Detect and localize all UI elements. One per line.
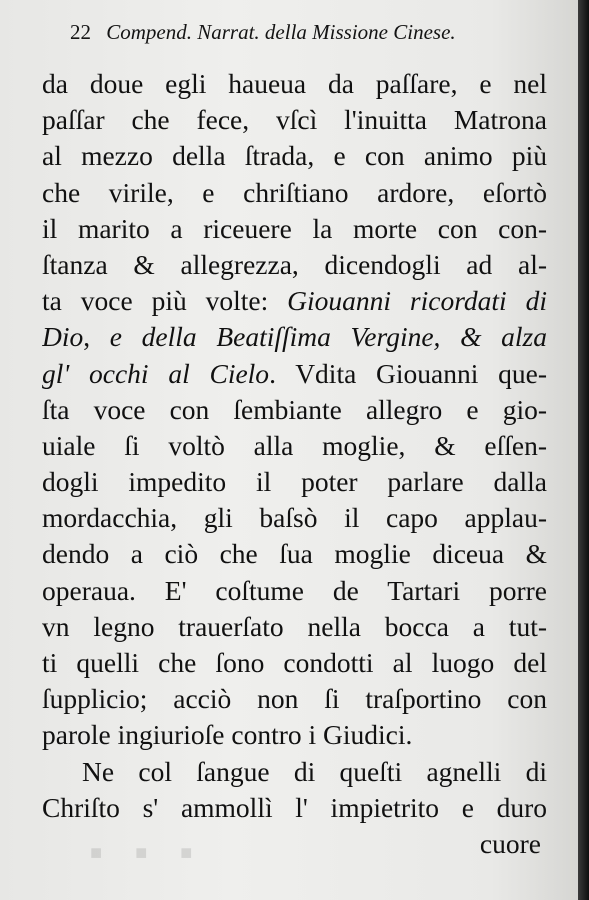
text-line: Chriſto s' ammollì l' impietrito e duro <box>42 791 547 823</box>
text-line: paſſar che fece, vſcì l'inuitta Matrona <box>42 104 547 136</box>
quoted-speech: Dio <box>42 321 84 353</box>
text-line: ti quelli che ſono condotti al luogo del <box>42 647 547 678</box>
text-line: da doue egli haueua da paſſare, e nel <box>42 68 547 99</box>
text-line <box>42 356 547 392</box>
text-line: il marito a riceuere la morte con con- <box>42 212 547 244</box>
text-line: mordacchia, gli baſsò il capo applau- <box>42 502 547 534</box>
text-roman: . Vdita Giouanni que- <box>269 357 547 389</box>
text-line: che virile, e chriſtiano ardore, eſortò <box>42 176 547 208</box>
text-line: al mezzo della ſtrada, e con animo più <box>42 140 547 172</box>
paragraph-first-line: Ne col ſangue di queſti agnelli di <box>82 755 547 787</box>
quoted-speech: gl' occhi al Cielo <box>42 357 270 389</box>
page-number: 22 <box>70 20 91 44</box>
text-line: parole ingiurioſe contro i Giudici. <box>42 719 413 751</box>
text-line: ſta voce con ſembiante allegro e gio- <box>42 393 547 425</box>
catchword: cuore <box>479 827 541 859</box>
text-roman: , <box>83 321 110 353</box>
quoted-speech: e della Beatiſſima Vergine, & alza <box>109 321 547 353</box>
text-line <box>42 283 547 319</box>
text-line: dogli impedito il poter parlare dalla <box>42 466 547 498</box>
page-gutter-shadow <box>578 0 589 900</box>
text-line: ſupplicio; acciò non ſi traſportino con <box>42 683 547 715</box>
running-header <box>70 20 540 45</box>
quoted-speech: Giouanni ricordati di <box>287 285 547 317</box>
text-line: dendo a ciò che ſua moglie diceua & <box>42 538 547 570</box>
text-line: vn legno trauerſato nella bocca a tut- <box>42 610 547 642</box>
text-line: uiale ſi voltò alla moglie, & eſſen- <box>42 429 547 461</box>
text-line <box>42 319 547 355</box>
text-line: ſtanza & allegrezza, dicendogli ad al- <box>42 248 547 280</box>
running-title: Compend. Narrat. della Missione Cinese. <box>106 20 456 44</box>
text-roman: ta voce più volte: <box>42 285 288 317</box>
bleed-through-ink: ■ ■ ■ <box>90 842 207 864</box>
text-line: operaua. E' coſtume de Tartari porre <box>42 574 547 606</box>
text-block <box>42 66 547 862</box>
